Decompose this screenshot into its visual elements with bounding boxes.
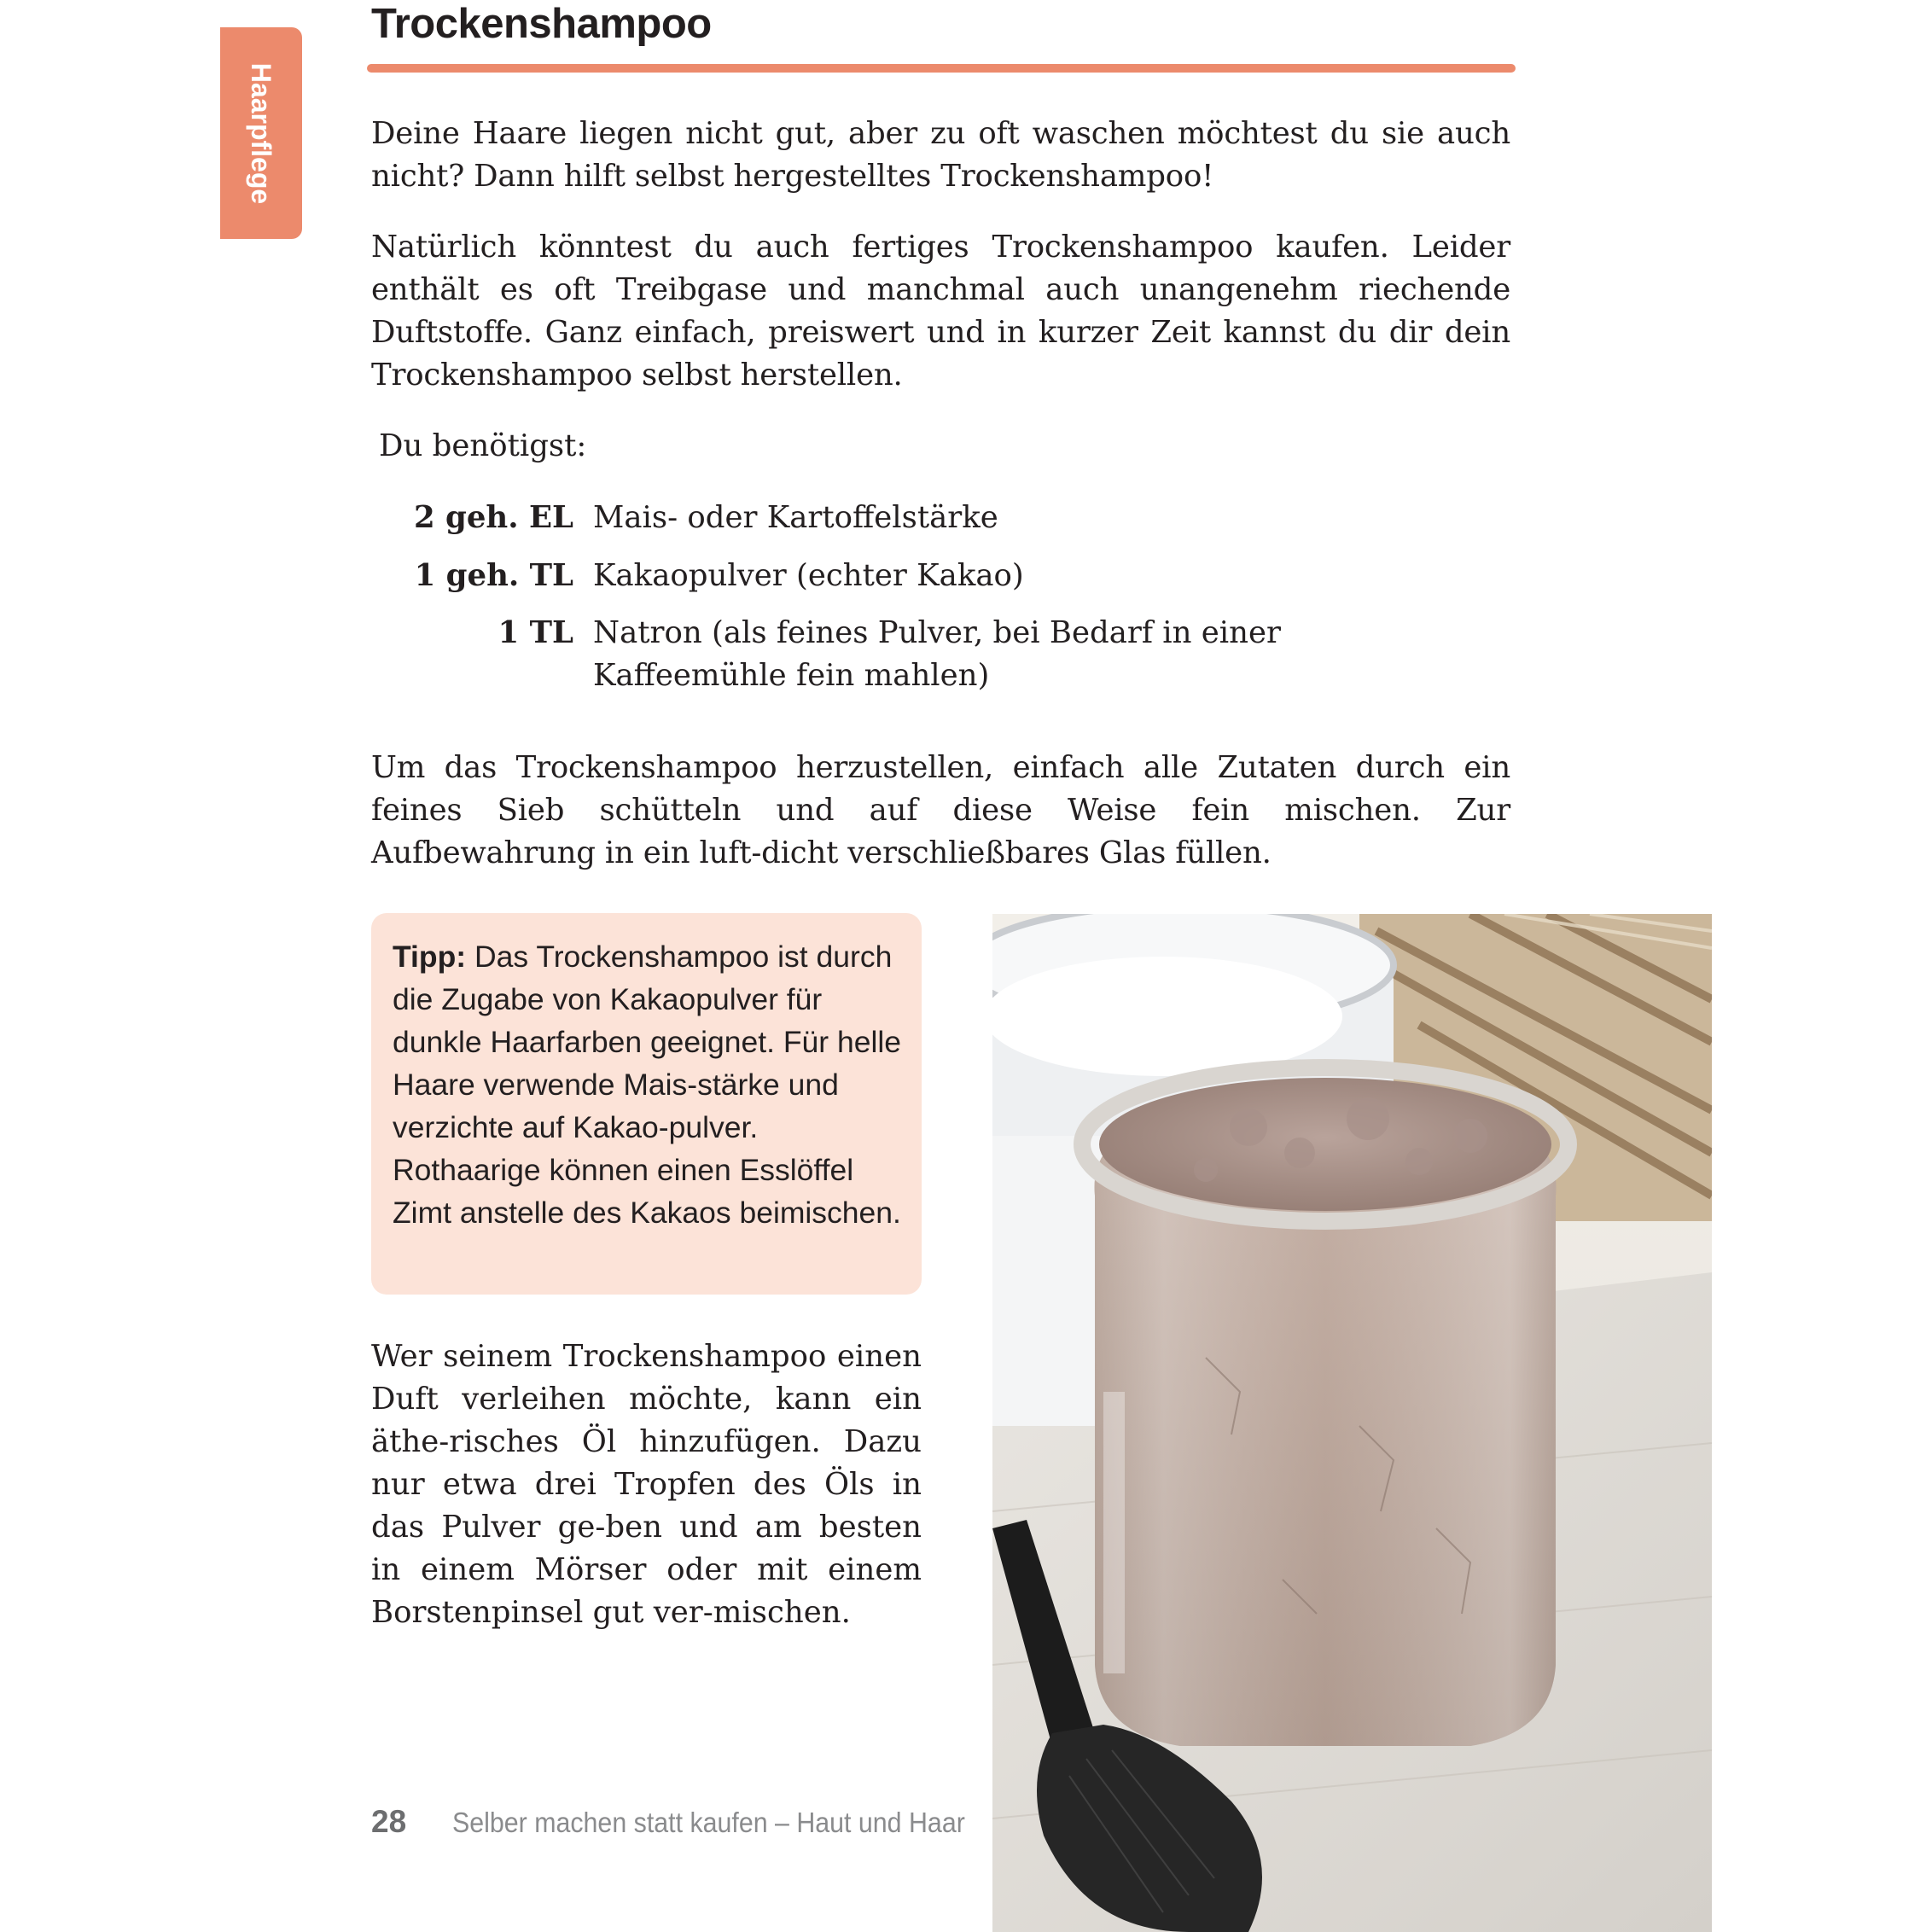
running-footer: Selber machen statt kaufen – Haut und Haar bbox=[452, 1807, 965, 1838]
tip-text: Das Trockenshampoo ist durch die Zugabe von Kakaopulver für dunkle Haarfarben geeignet. Für helle Haare verwende Mais-stärke und verzichte auf Kakao-pulver. Rothaarige können einen Esslöffel Zimt anstelle des Kakaos beimischen. bbox=[393, 940, 901, 1230]
section-tab-label: Haarpflege bbox=[246, 62, 277, 204]
needs-label: Du benötigst: bbox=[379, 428, 587, 463]
body-paragraph-3: Um das Trockenshampoo herzustellen, einfach alle Zutaten durch ein feines Sieb schütteln und auf diese Weise fein mischen. Zur Aufbewahrung in ein luft-dicht verschließbares Glas füllen. bbox=[371, 750, 1510, 870]
tip-label: Tipp: bbox=[393, 940, 467, 974]
body-paragraph-2: Natürlich könntest du auch fertiges Trockenshampoo kaufen. Leider enthält es oft Treibgase und manchmal auch unangenehm riechende Duftstoffe. Ganz einfach, preiswert und in kurzer Zeit kannst du dir dein Trockenshampoo selbst herstellen. bbox=[371, 230, 1510, 393]
intro-paragraph: Deine Haare liegen nicht gut, aber zu oft waschen möchtest du sie auch nicht? Dann hilft selbst hergestelltes Trockenshampoo! bbox=[371, 116, 1510, 194]
page-number: 28 bbox=[371, 1804, 407, 1839]
tip-box bbox=[371, 913, 922, 1295]
ingredient-quantity: 1 geh. TL bbox=[414, 558, 573, 593]
ingredient-quantity: 2 geh. EL bbox=[413, 500, 573, 535]
ingredient-quantity: 1 TL bbox=[498, 615, 573, 650]
ingredient-name: Mais- oder Kartoffelstärke bbox=[593, 500, 998, 535]
photo-illustration bbox=[992, 914, 1712, 1932]
ingredient-name: Kakaopulver (echter Kakao) bbox=[593, 558, 1024, 593]
ingredient-name: Natron (als feines Pulver, bei Bedarf in einer Kaffeemühle fein mahlen) bbox=[593, 615, 1281, 693]
body-paragraph-4: Wer seinem Trockenshampoo einen Duft verleihen möchte, kann ein äthe-risches Öl hinzufügen. Dazu nur etwa drei Tropfen des Öls in das Pulver ge-ben und am besten in einem Mörser oder mit einem Borstenpinsel gut ver-mischen. bbox=[371, 1339, 922, 1630]
section-tab bbox=[220, 27, 302, 239]
title-divider bbox=[367, 64, 1516, 73]
page-title: Trockenshampoo bbox=[371, 1, 712, 47]
product-photo bbox=[992, 914, 1712, 1932]
